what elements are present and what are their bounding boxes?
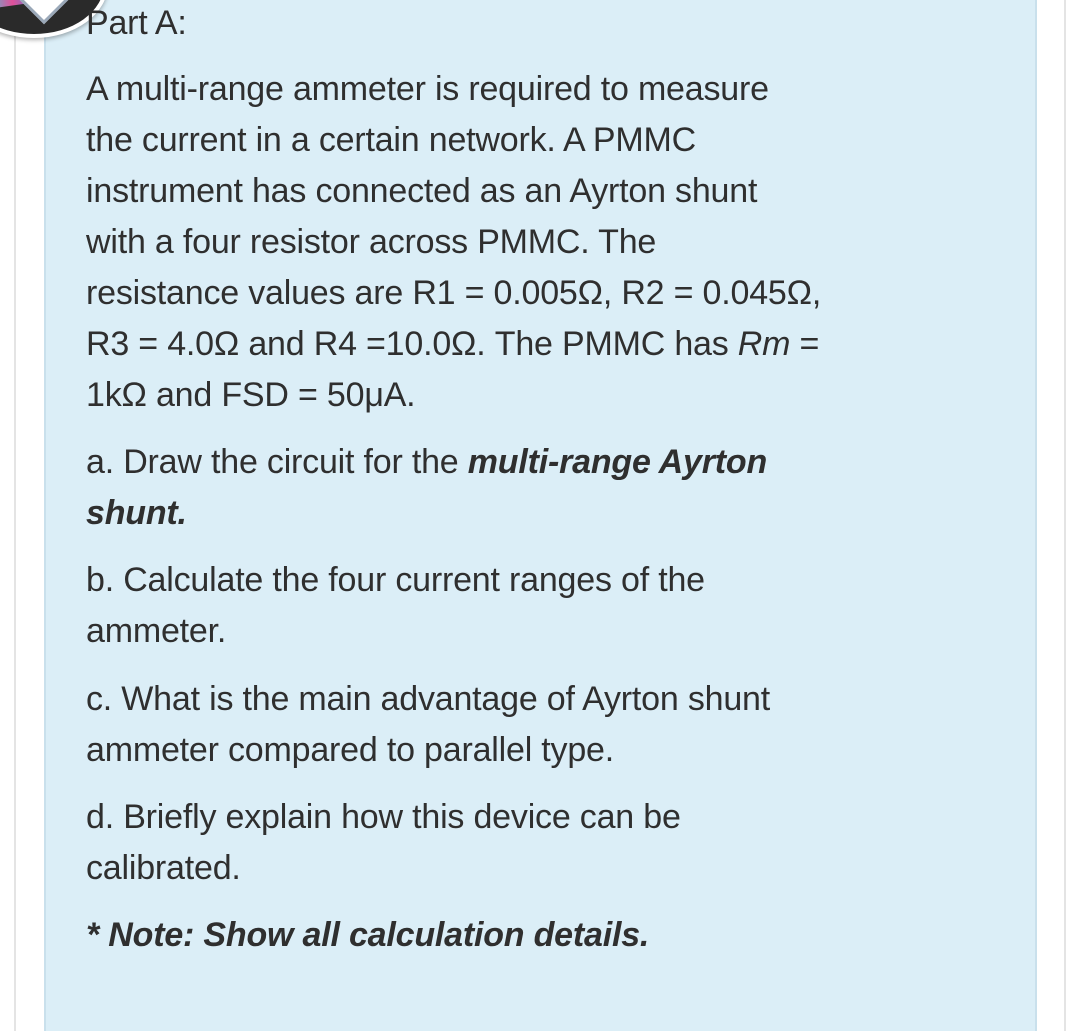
question-d bbox=[86, 792, 926, 894]
statement-line: 1kΩ and FSD = 50μA. bbox=[86, 376, 416, 414]
calculation-note: * Note: Show all calculation details. bbox=[86, 916, 650, 954]
statement-text: = bbox=[790, 325, 820, 363]
statement-line: with a four resistor across PMMC. The bbox=[86, 223, 657, 261]
statement-line: the current in a certain network. A PMMC bbox=[86, 121, 696, 159]
question-line: ammeter compared to parallel type. bbox=[86, 731, 615, 769]
statement-line bbox=[86, 319, 926, 370]
question-line: c. What is the main advantage of Ayrton shunt bbox=[86, 680, 770, 718]
question-a bbox=[86, 437, 926, 539]
problem-statement bbox=[86, 64, 926, 421]
question-b bbox=[86, 555, 926, 657]
statement-line: resistance values are R1 = 0.005Ω, R2 = 0.045Ω, bbox=[86, 274, 822, 312]
part-heading: Part A: bbox=[86, 4, 187, 42]
question-c bbox=[86, 674, 926, 776]
question-emphasis: shunt. bbox=[86, 494, 187, 532]
statement-line: instrument has connected as an Ayrton shunt bbox=[86, 172, 758, 210]
question-line: b. Calculate the four current ranges of the bbox=[86, 561, 705, 599]
question-line: ammeter. bbox=[86, 612, 227, 650]
statement-line: A multi-range ammeter is required to measure bbox=[86, 70, 769, 108]
question-line: d. Briefly explain how this device can be bbox=[86, 798, 681, 836]
rm-symbol: Rm bbox=[737, 325, 791, 363]
question-text: a. Draw the circuit for the bbox=[86, 443, 468, 481]
question-line bbox=[86, 437, 926, 488]
avatar-diamond-icon bbox=[16, 0, 73, 24]
question-line: calibrated. bbox=[86, 849, 241, 887]
statement-text: R3 = 4.0Ω and R4 =10.0Ω. The PMMC has bbox=[86, 325, 738, 363]
question-emphasis: multi-range Ayrton bbox=[467, 443, 768, 481]
